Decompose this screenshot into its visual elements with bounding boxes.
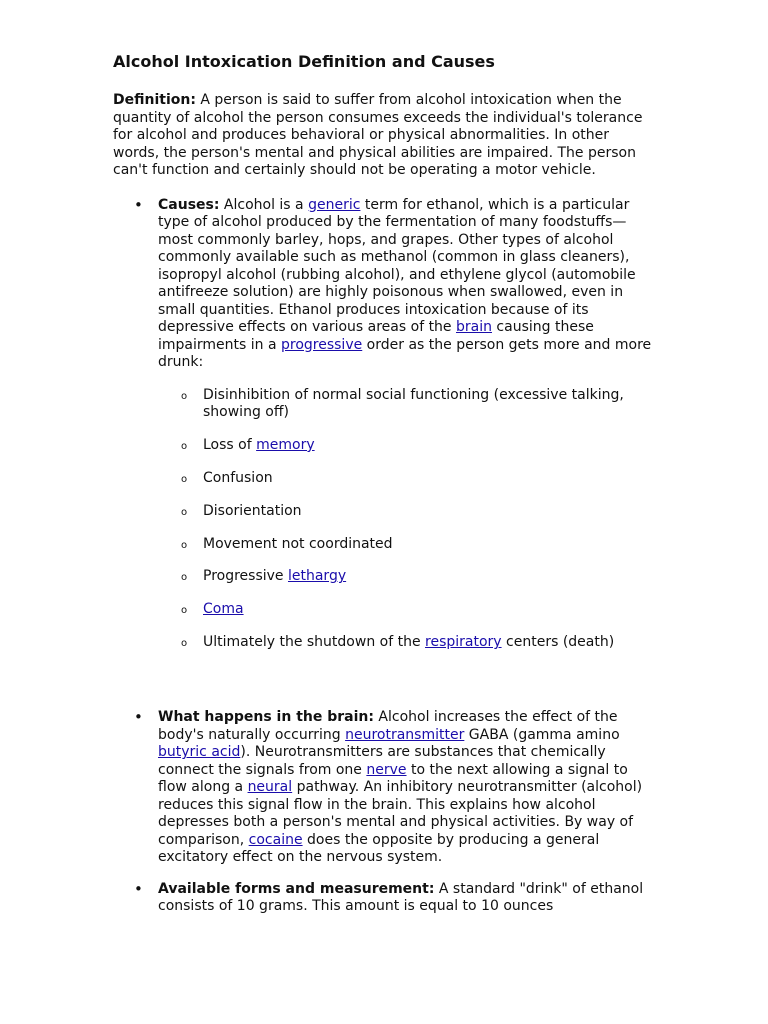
causes-label: Causes: bbox=[158, 196, 220, 213]
list-item-causes bbox=[158, 197, 658, 696]
symptom-item bbox=[203, 470, 658, 488]
link-lethargy[interactable]: lethargy bbox=[287, 568, 347, 585]
link-respiratory[interactable]: respiratory bbox=[425, 634, 502, 651]
symptom-item bbox=[203, 503, 658, 521]
symptom-text: Disinhibition of normal social functioning (excessive talking, showing off) bbox=[203, 386, 624, 420]
link-neurotransmitter[interactable]: neurotransmitter bbox=[345, 726, 465, 743]
forms-label: Available forms and measurement: bbox=[158, 880, 435, 897]
symptom-item bbox=[203, 601, 658, 619]
symptom-text: Confusion bbox=[203, 469, 273, 486]
link-coma[interactable]: Coma bbox=[203, 601, 244, 618]
brain-text-1: Alcohol increases the effect of the body's naturally occurring bbox=[158, 709, 618, 743]
symptom-text: Progressive bbox=[203, 568, 288, 585]
link-memory[interactable]: memory bbox=[256, 436, 315, 453]
symptom-text: Movement not coordinated bbox=[203, 535, 393, 552]
brain-text-5: pathway. An inhibitory neurotransmitter (alcohol) reduces this signal flow in the brain. This explains how alcohol depresses both a person's mental and physical activities. By way of comparison, bbox=[158, 779, 643, 848]
causes-text-2: term for ethanol, which is a particular type of alcohol produced by the fermentation of many foodstuffs—most commonly barley, hops, and grapes. Other types of alcohol commonly available such as methanol (common in glass cleaners), isopropyl alcohol (rubbing alcohol), and ethylene glycol (automobile antifreeze solution) are highly poisonous when swallowed, even in small quantities. Ethanol produces intoxication because of its depressive effects on various areas of the bbox=[158, 196, 636, 335]
link-neural[interactable]: neural bbox=[247, 779, 293, 796]
brain-text-2: GABA (gamma amino bbox=[464, 726, 620, 743]
causes-text-4: order as the person gets more and more drunk: bbox=[158, 336, 652, 370]
link-progressive[interactable]: progressive bbox=[281, 336, 363, 353]
symptom-list bbox=[158, 387, 658, 652]
document-page bbox=[113, 52, 658, 930]
causes-text-3: causing these impairments in a bbox=[158, 319, 594, 353]
symptom-item bbox=[203, 536, 658, 554]
list-item-brain bbox=[158, 709, 658, 867]
brain-text-6: does the opposite by producing a general excitatory effect on the nervous system. bbox=[158, 831, 600, 866]
brain-text-4: to the next allowing a signal to flow along a bbox=[158, 761, 628, 796]
symptom-item bbox=[203, 568, 658, 586]
spacer bbox=[158, 667, 658, 695]
link-cocaine[interactable]: cocaine bbox=[248, 831, 303, 848]
link-butyric-acid[interactable]: butyric acid bbox=[158, 744, 241, 761]
symptom-text: Ultimately the shutdown of the bbox=[203, 634, 426, 651]
symptom-item bbox=[203, 387, 658, 422]
brain-text-3: ). Neurotransmitters are substances that chemically connect the signals from one bbox=[158, 744, 606, 778]
symptom-item bbox=[203, 634, 658, 652]
symptom-item bbox=[203, 437, 658, 455]
link-generic[interactable]: generic bbox=[308, 196, 361, 213]
symptom-text: centers (death) bbox=[501, 634, 615, 651]
main-list bbox=[113, 197, 658, 916]
definition-text: A person is said to suffer from alcohol intoxication when the quantity of alcohol the person consumes exceeds the individual's tolerance for alcohol and produces behavioral or physical abnormalities. In other words, the person's mental and physical abilities are impaired. The person can't function and certainly should not be operating a motor vehicle. bbox=[113, 92, 643, 178]
page-title: Alcohol Intoxication Definition and Causes bbox=[113, 52, 495, 71]
brain-label: What happens in the brain: bbox=[158, 709, 374, 726]
causes-text-1: Alcohol is a bbox=[219, 196, 309, 213]
definition-label: Definition: bbox=[113, 92, 196, 108]
link-brain[interactable]: brain bbox=[456, 319, 492, 335]
list-item-forms bbox=[158, 881, 658, 916]
symptom-text: Loss of bbox=[203, 436, 257, 453]
definition-paragraph bbox=[113, 92, 658, 180]
forms-text-1: A standard "drink" of ethanol consists of 10 grams. This amount is equal to 10 ounces bbox=[158, 880, 644, 915]
link-nerve[interactable]: nerve bbox=[366, 761, 407, 778]
symptom-text: Disorientation bbox=[203, 502, 302, 519]
